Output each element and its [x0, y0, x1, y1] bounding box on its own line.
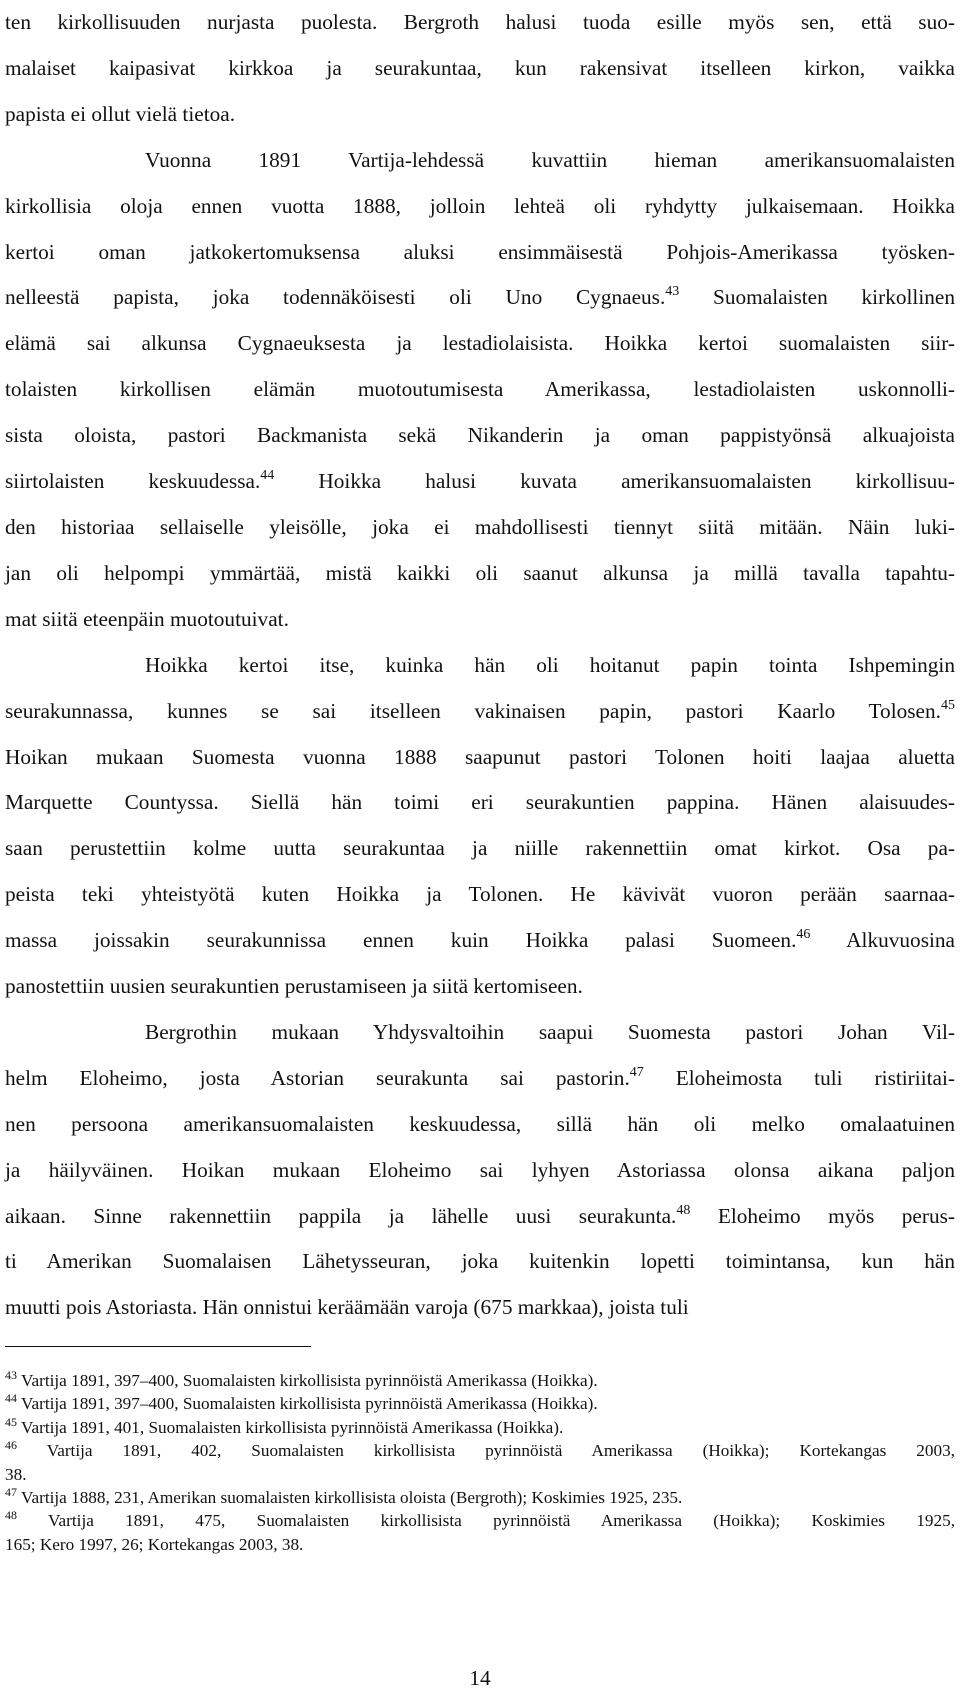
text-line — [5, 1102, 955, 1148]
line-text-after: Suomalaisten kirkollinen — [679, 285, 955, 310]
line-text: nen persoona amerikansuomalaisten keskuudessa, sillä hän oli melko omalaatuinen — [5, 1111, 955, 1136]
footnote-line — [5, 1416, 955, 1439]
footnotes — [5, 1369, 955, 1556]
footnote — [5, 1392, 955, 1415]
footnote-text: 165; Kero 1997, 26; Kortekangas 2003, 38. — [5, 1534, 304, 1554]
footnote-marker[interactable]: 48 — [676, 1202, 691, 1218]
line-text: Marquette Countyssa. Siellä hän toimi eri seurakuntien pappina. Hänen alaisuudes- — [5, 790, 955, 815]
text-line — [5, 367, 955, 413]
footnote-line — [5, 1533, 955, 1556]
line-text: panostettiin uusien seurakuntien perustamiseen ja siitä kertomiseen. — [5, 974, 583, 999]
paragraph — [5, 0, 955, 138]
line-text: seurakunnassa, kunnes se sai itselleen vakinaisen papin, pastori Kaarlo Tolosen. — [5, 698, 941, 723]
footnote-text: Vartija 1891, 402, Suomalaisten kirkollisista pyrinnöistä Amerikassa (Hoikka); Kortekangas 2003, — [46, 1441, 955, 1461]
line-text-after: Alkuvuosina — [810, 928, 956, 953]
footnote-text: Vartija 1891, 401, Suomalaisten kirkollisista pyrinnöistä Amerikassa (Hoikka). — [21, 1417, 564, 1437]
footnote-text: Vartija 1888, 231, Amerikan suomalaisten kirkollisista oloista (Bergroth); Koskimies 1925, 235. — [21, 1488, 683, 1508]
footnote-marker[interactable]: 46 — [796, 927, 811, 943]
text-line — [5, 689, 955, 735]
line-text: elämä sai alkunsa Cygnaeuksesta ja lestadiolaisista. Hoikka kertoi suomalaisten siir- — [5, 331, 955, 356]
footnote-number: 47 — [5, 1485, 17, 1500]
footnote-line — [5, 1509, 955, 1532]
text-line — [5, 505, 955, 551]
paragraph — [5, 1010, 955, 1331]
line-text: malaiset kaipasivat kirkkoa ja seurakuntaa, kun rakensivat itselleen kirkon, vaikka — [5, 55, 955, 80]
line-text: peista teki yhteistyötä kuten Hoikka ja Tolonen. He kävivät vuoron perään saarnaa- — [5, 882, 955, 907]
footnote — [5, 1369, 955, 1392]
footnote-number: 46 — [5, 1438, 17, 1453]
text-line — [5, 918, 955, 964]
footnote-marker[interactable]: 47 — [629, 1064, 644, 1080]
line-text: helm Eloheimo, josta Astorian seurakunta sai pastorin. — [5, 1065, 630, 1090]
line-text: Hoikka kertoi itse, kuinka hän oli hoitanut papin tointa Ishpemingin — [145, 652, 955, 677]
text-line — [5, 138, 955, 184]
text-line — [5, 275, 955, 321]
footnote-number: 44 — [5, 1391, 17, 1406]
line-text: ti Amerikan Suomalaisen Lähetysseuran, joka kuitenkin lopetti toimintansa, kun hän — [5, 1249, 955, 1274]
line-text: saan perustettiin kolme uutta seurakuntaa ja niille rakennettiin omat kirkot. Osa pa- — [5, 836, 955, 861]
text-line — [5, 0, 955, 46]
text-line — [5, 459, 955, 505]
footnote — [5, 1509, 955, 1556]
text-line — [5, 826, 955, 872]
footnote-line — [5, 1486, 955, 1509]
line-text: Vuonna 1891 Vartija-lehdessä kuvattiin hieman amerikansuomalaisten — [145, 147, 955, 172]
line-text: ja häilyväinen. Hoikan mukaan Eloheimo sai lyhyen Astoriassa olonsa aikana paljon — [5, 1157, 955, 1182]
footnote — [5, 1486, 955, 1509]
line-text-after: Eloheimosta tuli ristiriitai- — [643, 1065, 955, 1090]
line-text-after: Eloheimo myös perus- — [690, 1203, 955, 1228]
body-text — [5, 0, 955, 1331]
text-line — [5, 1148, 955, 1194]
footnote-marker[interactable]: 44 — [260, 468, 275, 484]
line-text: mat siitä eteenpäin muotoutuivat. — [5, 606, 289, 631]
text-line — [5, 413, 955, 459]
text-line — [5, 184, 955, 230]
footnote-marker[interactable]: 43 — [665, 284, 680, 300]
line-text: den historiaa sellaiselle yleisölle, joka ei mahdollisesti tiennyt siitä mitään. Näin luki- — [5, 514, 955, 539]
text-line — [5, 735, 955, 781]
footnote-number: 45 — [5, 1414, 17, 1429]
footnote — [5, 1439, 955, 1486]
line-text: muutti pois Astoriasta. Hän onnistui keräämään varoja (675 markkaa), joista tuli — [5, 1295, 689, 1320]
line-text: tolaisten kirkollisen elämän muotoutumisesta Amerikassa, lestadiolaisten uskonnolli- — [5, 377, 955, 402]
line-text-after: Hoikka halusi kuvata amerikansuomalaisten kirkollisuu- — [274, 469, 956, 494]
text-line — [5, 321, 955, 367]
text-line — [5, 780, 955, 826]
line-text: kertoi oman jatkokertomuksensa aluksi ensimmäisestä Pohjois-Amerikassa työsken- — [5, 239, 955, 264]
text-line — [5, 1010, 955, 1056]
footnote-line — [5, 1439, 955, 1462]
footnote-divider — [5, 1346, 311, 1347]
footnote-line — [5, 1369, 955, 1392]
line-text: sista oloista, pastori Backmanista sekä Nikanderin ja oman pappistyönsä alkuajoista — [5, 423, 955, 448]
line-text: nelleestä papista, joka todennäköisesti oli Uno Cygnaeus. — [5, 285, 666, 310]
text-line — [5, 230, 955, 276]
text-line — [5, 551, 955, 597]
footnote-text: Vartija 1891, 397–400, Suomalaisten kirkollisista pyrinnöistä Amerikassa (Hoikka). — [21, 1371, 598, 1390]
text-line — [5, 872, 955, 918]
footnote-number: 43 — [5, 1368, 17, 1382]
footnote-text: Vartija 1891, 397–400, Suomalaisten kirkollisista pyrinnöistä Amerikassa (Hoikka). — [21, 1394, 598, 1414]
text-line — [5, 1056, 955, 1102]
page-number: 14 — [469, 1666, 491, 1690]
footnote-number: 48 — [5, 1508, 17, 1523]
footnote-marker[interactable]: 45 — [941, 697, 955, 713]
footnote — [5, 1416, 955, 1439]
line-text: Bergrothin mukaan Yhdysvaltoihin saapui Suomesta pastori Johan Vil- — [145, 1019, 955, 1044]
paragraph — [5, 138, 955, 643]
footnote-line — [5, 1463, 955, 1486]
line-text: ten kirkollisuuden nurjasta puolesta. Bergroth halusi tuoda esille myös sen, että suo- — [5, 10, 955, 34]
text-line — [5, 46, 955, 92]
line-text: kirkollisia oloja ennen vuotta 1888, jolloin lehteä oli ryhdytty julkaisemaan. Hoikka — [5, 193, 955, 218]
footnote-line — [5, 1392, 955, 1415]
text-line — [5, 1194, 955, 1240]
line-text: jan oli helpompi ymmärtää, mistä kaikki oli saanut alkunsa ja millä tavalla tapahtu- — [5, 560, 955, 585]
footnote-text: Vartija 1891, 475, Suomalaisten kirkollisista pyrinnöistä Amerikassa (Hoikka); Koskimies 1925, — [48, 1511, 956, 1531]
text-line — [5, 597, 955, 643]
text-line — [5, 964, 955, 1010]
line-text: Hoikan mukaan Suomesta vuonna 1888 saapunut pastori Tolonen hoiti laajaa aluetta — [5, 744, 955, 769]
text-line — [5, 92, 955, 138]
text-line — [5, 1285, 955, 1331]
document-page — [5, 0, 955, 1331]
line-text: aikaan. Sinne rakennettiin pappila ja lähelle uusi seurakunta. — [5, 1203, 677, 1228]
line-text: massa joissakin seurakunnissa ennen kuin Hoikka palasi Suomeen. — [5, 928, 797, 953]
text-line — [5, 643, 955, 689]
line-text: siirtolaisten keskuudessa. — [5, 469, 261, 494]
footnote-text: 38. — [5, 1464, 27, 1484]
text-line — [5, 1239, 955, 1285]
line-text: papista ei ollut vielä tietoa. — [5, 101, 236, 126]
paragraph — [5, 643, 955, 1010]
